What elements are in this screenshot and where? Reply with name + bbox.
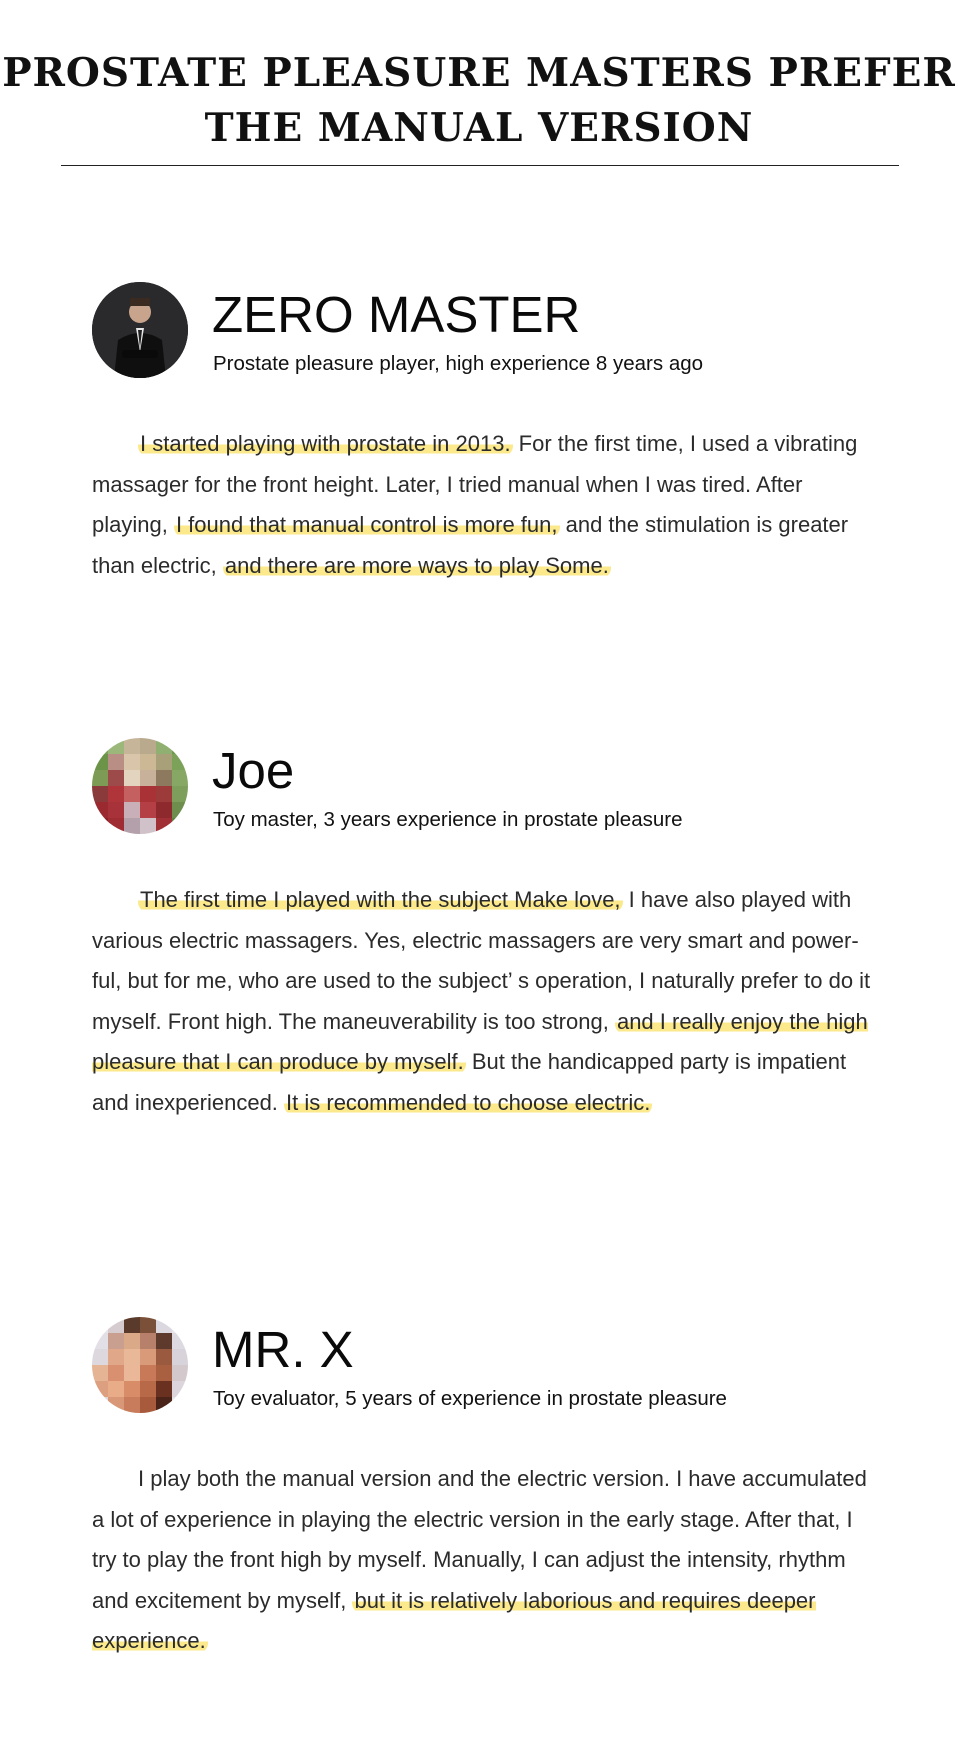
review-text-segment: For the first time, I used a vibrating massager for the front height. Later, I tried manual when I was tired. After playing, — [92, 431, 858, 537]
reviewer-name: MR. X — [212, 1321, 354, 1378]
reviewer-bio: Toy evaluator, 5 years of experience in prostate pleasure — [213, 1387, 727, 1410]
highlighted-text: The first time I played with the subject Make love, — [140, 887, 621, 912]
highlighted-text: I found that manual control is more fun, — [175, 512, 558, 537]
reviewer-bio: Prostate pleasure player, high experience 8 years ago — [213, 352, 704, 375]
highlighted-text: It is recommended to choose electric. — [286, 1089, 651, 1115]
review-text — [92, 424, 872, 586]
highlighted-text: but it is relatively laborious and requires deeper experience. — [92, 1587, 816, 1653]
avatar-pixelated-icon — [92, 738, 188, 834]
review-text-segment: I have also played with various electric massagers. Yes, electric massagers are very smart and powerful, but for me, who are used to the subject’ s operation, I naturally prefer to do it myself. Front high. The maneuverability is too strong, — [92, 887, 871, 1034]
highlighted-text: I started playing with prostate in 2013. — [140, 431, 511, 456]
avatar-man-in-suit-icon — [92, 282, 188, 378]
reviewer-name: Joe — [212, 742, 295, 799]
review-text — [92, 880, 872, 1123]
reviewer-bio: Toy master, 3 years experience in prostate pleasure — [213, 808, 683, 831]
page-title: PROSTATE PLEASURE MASTERS PREFER THE MANUAL VERSION — [2, 50, 956, 151]
highlighted-text: and there are more ways to play Some. — [224, 552, 609, 578]
review-text-segment: I play both the manual version and the electric version. I have accumulated a lot of experience in playing the electric version in the early stage. After that, I try to play the front high by myself. Manually, I can adjust the intensity, rhythm and excitement by myself, — [92, 1466, 867, 1613]
review-text — [92, 1459, 872, 1662]
title-divider — [61, 165, 899, 166]
highlighted-text: and I really enjoy the high pleasure that I can produce by myself. — [92, 1008, 868, 1074]
review-text-segment: and the stimulation is greater than electric, — [92, 512, 849, 578]
reviewer-name: ZERO MASTER — [212, 286, 581, 343]
review-text-segment: But the handicapped party is impatient and inexperienced. — [92, 1049, 847, 1115]
avatar-pixelated-icon — [92, 1317, 188, 1413]
